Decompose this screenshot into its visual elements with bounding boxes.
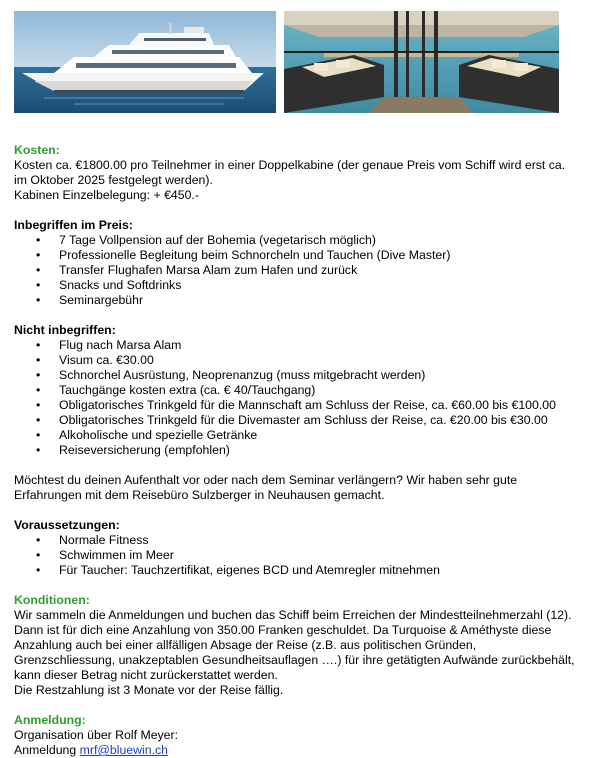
konditionen-line: kann dieser Betrag nicht zurückerstattet werden. — [14, 668, 278, 682]
list-item: • Alkoholische und spezielle Getränke — [14, 428, 594, 443]
extend-line-1: Möchtest du deinen Aufenthalt vor oder nach dem Seminar verlängern? Wir haben sehr gute — [14, 473, 518, 487]
nicht-inbegriffen-heading: Nicht inbegriffen: — [14, 323, 116, 337]
nicht-inbegriffen-section — [14, 323, 594, 458]
voraussetzungen-list — [14, 533, 594, 578]
konditionen-heading: Konditionen: — [14, 593, 90, 607]
list-item: • Flug nach Marsa Alam — [14, 338, 594, 353]
anmeldung-prefix: Anmeldung — [14, 743, 80, 757]
document-content — [14, 143, 594, 758]
konditionen-line: Wir sammeln die Anmeldungen und buchen das Schiff beim Erreichen der Mindestteilnehmerzahl (12). — [14, 608, 572, 622]
anmeldung-organisation: Organisation über Rolf Meyer: — [14, 728, 179, 742]
list-item: • Obligatorisches Trinkgeld für die Divemaster am Schluss der Reise, ca. €20.00 bis €30.00 — [14, 413, 594, 428]
list-item: • Schnorchel Ausrüstung, Neoprenanzug (muss mitgebracht werden) — [14, 368, 594, 383]
kosten-section — [14, 143, 594, 203]
list-item: • Snacks und Softdrinks — [14, 278, 594, 293]
list-item: • Visum ca. €30.00 — [14, 353, 594, 368]
inbegriffen-heading: Inbegriffen im Preis: — [14, 218, 133, 232]
inbegriffen-section — [14, 218, 594, 308]
list-item: • Professionelle Begleitung beim Schnorcheln und Tauchen (Dive Master) — [14, 248, 594, 263]
list-item: • Schwimmen im Meer — [14, 548, 594, 563]
voraussetzungen-section — [14, 518, 594, 578]
boat-deck-photo — [284, 11, 559, 113]
konditionen-line: Dann ist für dich eine Anzahlung von 350.00 Franken geschuldet. Da Turquoise & Améthyste diese — [14, 623, 552, 637]
list-item: • Reiseversicherung (empfohlen) — [14, 443, 594, 458]
list-item: • Obligatorisches Trinkgeld für die Mannschaft am Schluss der Reise, ca. €60.00 bis €100.00 — [14, 398, 594, 413]
list-item: • Tauchgänge kosten extra (ca. € 40/Tauchgang) — [14, 383, 594, 398]
inbegriffen-list — [14, 233, 594, 308]
konditionen-line: Grenzschliessung, unakzeptablen Gesundheitsauflagen ….) für ihre getätigten Aufwände zurückbehält, — [14, 653, 575, 667]
email-link[interactable]: mrf@bluewin.ch — [79, 743, 168, 757]
konditionen-section — [14, 593, 594, 698]
kosten-line-2: im Oktober 2025 festgelegt werden). — [14, 173, 213, 187]
kosten-line-3: Kabinen Einzelbelegung: + €450.- — [14, 188, 199, 202]
list-item: • Seminargebühr — [14, 293, 594, 308]
photo-strip — [14, 11, 559, 113]
voraussetzungen-heading: Voraussetzungen: — [14, 518, 120, 532]
list-item: • Transfer Flughafen Marsa Alam zum Hafen und zurück — [14, 263, 594, 278]
extend-stay-section — [14, 473, 594, 503]
list-item: • 7 Tage Vollpension auf der Bohemia (vegetarisch möglich) — [14, 233, 594, 248]
anmeldung-heading: Anmeldung: — [14, 713, 86, 727]
list-item: • Für Taucher: Tauchzertifikat, eigenes BCD und Atemregler mitnehmen — [14, 563, 594, 578]
kosten-line-1: Kosten ca. €1800.00 pro Teilnehmer in einer Doppelkabine (der genaue Preis vom Schiff wird erst ca. — [14, 158, 566, 172]
anmeldung-email-line — [14, 743, 594, 758]
konditionen-line: Die Restzahlung ist 3 Monate vor der Reise fällig. — [14, 683, 284, 697]
anmeldung-section — [14, 713, 594, 758]
extend-line-2: Erfahrungen mit dem Reisebüro Sulzberger in Neuhausen gemacht. — [14, 488, 385, 502]
list-item: • Normale Fitness — [14, 533, 594, 548]
nicht-inbegriffen-list — [14, 338, 594, 458]
boat-exterior-photo — [14, 11, 276, 113]
kosten-heading: Kosten: — [14, 143, 60, 157]
konditionen-line: Anzahlung auch bei einer allfälligen Absage der Reise (z.B. aus politischen Gründen, — [14, 638, 477, 652]
